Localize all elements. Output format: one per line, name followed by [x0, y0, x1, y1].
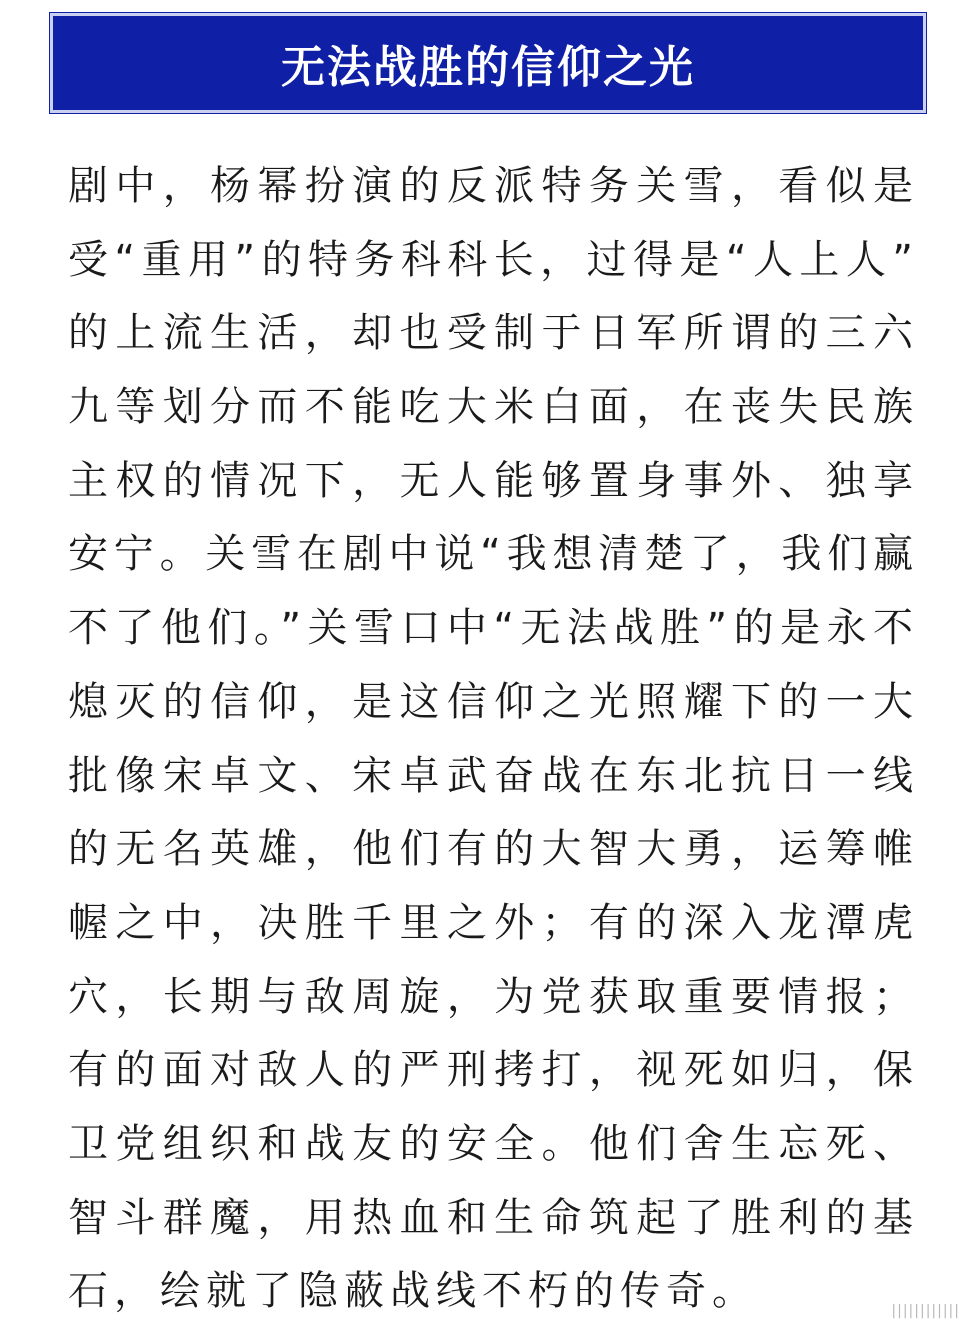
watermark: |||||||||||| [891, 1303, 960, 1319]
article-line: 的上流生活，却也受制于日军所谓的三六 [68, 310, 913, 357]
article-title: 无法战胜的信仰之光 [281, 42, 695, 93]
article-line: 批像宋卓文、宋卓武奋战在东北抗日一线 [68, 752, 913, 799]
article-line: 熄灭的信仰，是这信仰之光照耀下的一大 [68, 678, 913, 725]
title-banner [50, 13, 926, 113]
article-line: 主权的情况下，无人能够置身事外、独享 [68, 457, 913, 504]
article-line: 幄之中，决胜千里之外；有的深入龙潭虎 [68, 899, 913, 946]
article-line: 的无名英雄，他们有的大智大勇，运筹帷 [68, 826, 913, 873]
article-body [68, 150, 913, 1329]
article-line: 石，绘就了隐蔽战线不朽的传奇。 [68, 1268, 758, 1315]
article-line: 剧中，杨幂扮演的反派特务关雪，看似是 [68, 163, 913, 209]
article-line: 有的面对敌人的严刑拷打，视死如归，保 [68, 1047, 913, 1094]
article-line: 受“重用”的特务科科长，过得是“人上人” [68, 236, 913, 283]
article-line: 穴，长期与敌周旋，为党获取重要情报； [68, 973, 913, 1020]
article-line: 九等划分而不能吃大米白面，在丧失民族 [68, 384, 913, 431]
article-line: 不了他们。”关雪口中“无法战胜”的是永不 [68, 605, 913, 652]
article-line: 智斗群魔，用热血和生命筑起了胜利的基 [68, 1194, 913, 1241]
article-line: 卫党组织和战友的安全。他们舍生忘死、 [68, 1120, 913, 1167]
article-line: 安宁。关雪在剧中说“我想清楚了，我们赢 [68, 531, 913, 578]
